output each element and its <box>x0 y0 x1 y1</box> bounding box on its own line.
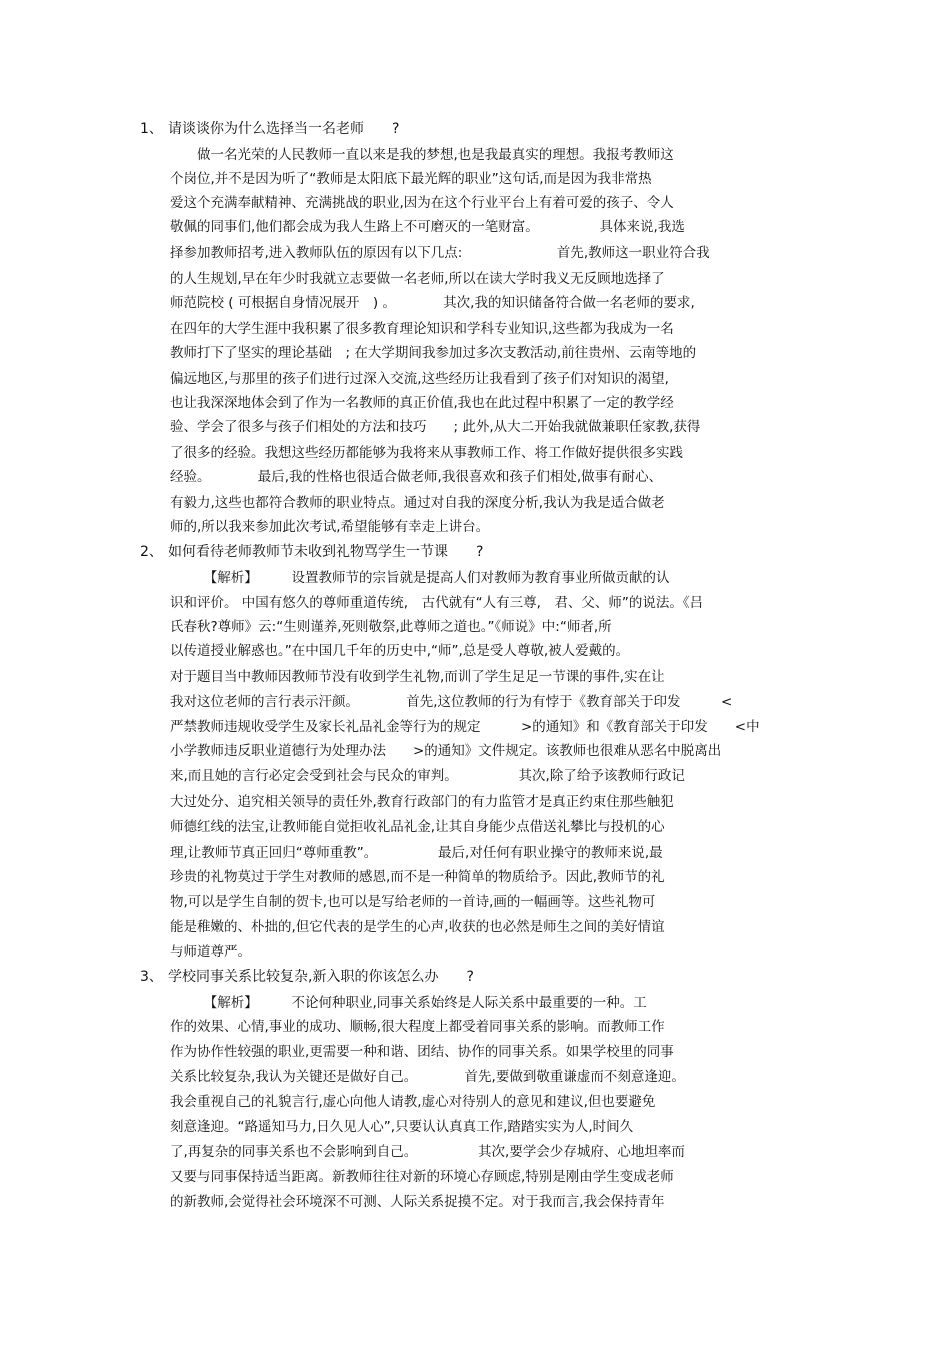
question-2-heading <box>140 542 483 562</box>
paragraph-line: 与师道尊严。 <box>170 944 251 960</box>
question-title: 请谈谈你为什么选择当一名老师 ? <box>168 121 400 137</box>
paragraph-line: 师范院校 ( 可根据自身情况展开 ) 。 其次,我的知识储备符合做一名老师的要求, <box>170 295 695 311</box>
paragraph-line: 的人生规划,早在年少时我就立志要做一名老师,所以在读大学时我义无反顾地选择了 <box>170 271 665 287</box>
paragraph-line: 【解析】 设置教师节的宗旨就是提高人们对教师为教育事业所做贡献的认 <box>170 570 670 586</box>
question-number: 3、 <box>140 969 163 985</box>
paragraph-line: 也让我深深地体会到了作为一名教师的真正价值,我也在此过程中积累了一定的教学经 <box>170 395 674 411</box>
paragraph-line: 氏春秋?尊师》云:“生则谨养,死则敬祭,此尊师之道也。”《师说》中:“师者,所 <box>170 619 612 635</box>
paragraph-line: 择参加教师招考,进入教师队伍的原因有以下几点: 首先,教师这一职业符合我 <box>170 245 710 261</box>
question-number: 1、 <box>140 121 163 137</box>
question-title: 学校同事关系比较复杂,新入职的你该怎么办 ? <box>168 969 474 985</box>
paragraph-line: 的新教师,会觉得社会环境深不可测、人际关系捉摸不定。对于我而言,我会保持青年 <box>170 1194 665 1210</box>
question-number: 2、 <box>140 544 163 560</box>
paragraph-line: 以传道授业解惑也。”在中国几千年的历史中,“师”,总是受人尊敬,被人爱戴的。 <box>170 643 630 659</box>
paragraph-line: 师的,所以我来参加此次考试,希望能够有幸走上讲台。 <box>170 519 490 535</box>
paragraph-line: 了,再复杂的同事关系也不会影响到自己。 其次,要学会少存城府、心地坦率而 <box>170 1144 685 1160</box>
paragraph-line: 对于题目当中教师因教师节没有收到学生礼物,而训了学生足足一节课的事件,实在让 <box>170 669 665 685</box>
paragraph-line: 小学教师违反职业道德行为处理办法 >的通知》文件规定。该教师也很难从恶名中脱离出 <box>170 743 722 759</box>
paragraph-line: 能是稚嫩的、朴拙的,但它代表的是学生的心声,收获的也必然是师生之间的美好情谊 <box>170 919 665 935</box>
paragraph-line: 珍贵的礼物莫过于学生对教师的感恩,而不是一种简单的物质给予。因此,教师节的礼 <box>170 869 665 885</box>
question-title: 如何看待老师教师节未收到礼物骂学生一节课 ? <box>168 544 484 560</box>
paragraph-line: 刻意逢迎。“路遥知马力,日久见人心”,只要认认真真工作,踏踏实实为人,时间久 <box>170 1119 634 1135</box>
paragraph-line: 了很多的经验。我想这些经历都能够为我将来从事教师工作、将工作做好提供很多实践 <box>170 445 683 461</box>
paragraph-line: 【解析】 不论何种职业,同事关系始终是人际关系中最重要的一种。工 <box>170 995 647 1011</box>
paragraph-line: 在四年的大学生涯中我积累了很多教育理论知识和学科专业知识,这些都为我成为一名 <box>170 321 674 337</box>
paragraph-line: 有毅力,这些也都符合教师的职业特点。通过对自我的深度分析,我认为我是适合做老 <box>170 495 665 511</box>
paragraph-line: 关系比较复杂,我认为关键还是做好自己。 首先,要做到敬重谦虚而不刻意逢迎。 <box>170 1069 685 1085</box>
paragraph-line: 师德红线的法宝,让教师能自觉拒收礼品礼金,让其自身能少点借送礼攀比与投机的心 <box>170 819 665 835</box>
paragraph-line: 爱这个充满奉献精神、充满挑战的职业,因为在这个行业平台上有着可爱的孩子、令人 <box>170 195 674 211</box>
paragraph-line: 敬佩的同事们,他们都会成为我人生路上不可磨灭的一笔财富。 具体来说,我选 <box>170 219 685 235</box>
paragraph-line: 来,而且她的言行必定会受到社会与民众的审判。 其次,除了给予该教师行政记 <box>170 768 685 784</box>
paragraph-line: 作为协作性较强的职业,更需要一种和谐、团结、协作的同事关系。如果学校里的同事 <box>170 1044 674 1060</box>
question-3-heading <box>140 967 474 987</box>
paragraph-line: 我对这位老师的言行表示汗颜。 首先,这位教师的行为有悖于《教育部关于印发 < <box>170 694 733 710</box>
paragraph-line: 验、学会了很多与孩子们相处的方法和技巧 ; 此外,从大二开始我就做兼职任家教,获得 <box>170 419 701 435</box>
paragraph-line: 物,可以是学生自制的贺卡,也可以是写给老师的一首诗,画的一幅画等。这些礼物可 <box>170 894 656 910</box>
paragraph-line: 个岗位,并不是因为听了“教师是太阳底下最光辉的职业”这句话,而是因为我非常热 <box>170 171 652 187</box>
paragraph-line: 我会重视自己的礼貌言行,虚心向他人请教,虚心对待别人的意见和建议,但也要避免 <box>170 1094 656 1110</box>
paragraph-line: 大过处分、追究相关领导的责任外,教育行政部门的有力监管才是真正约束住那些触犯 <box>170 794 674 810</box>
paragraph-line: 理,让教师节真正回归“尊师重教”。 最后,对任何有职业操守的教师来说,最 <box>170 845 663 861</box>
paragraph-line: 严禁教师违规收受学生及家长礼品礼金等行为的规定 >的通知》和《教育部关于印发 <中 <box>170 719 760 735</box>
paragraph-line: 做一名光荣的人民教师一直以来是我的梦想,也是我最真实的理想。我报考教师这 <box>170 147 674 163</box>
question-1-heading <box>140 119 399 139</box>
paragraph-line: 又要与同事保持适当距离。新教师往往对新的环境心存顾虑,特别是刚由学生变成老师 <box>170 1169 674 1185</box>
paragraph-line: 经验。 最后,我的性格也很适合做老师,我很喜欢和孩子们相处,做事有耐心、 <box>170 469 663 485</box>
paragraph-line: 作的效果、心情,事业的成功、顺畅,很大程度上都受着同事关系的影响。而教师工作 <box>170 1019 665 1035</box>
paragraph-line: 教师打下了坚实的理论基础 ; 在大学期间我参加过多次支教活动,前往贵州、云南等地的 <box>170 345 697 361</box>
paragraph-line: 偏远地区,与那里的孩子们进行过深入交流,这些经历让我看到了孩子们对知识的渴望, <box>170 371 669 387</box>
paragraph-line: 识和评价。 中国有悠久的尊师重道传统, 古代就有“人有三尊, 君、父、师”的说法。《吕 <box>170 595 704 611</box>
